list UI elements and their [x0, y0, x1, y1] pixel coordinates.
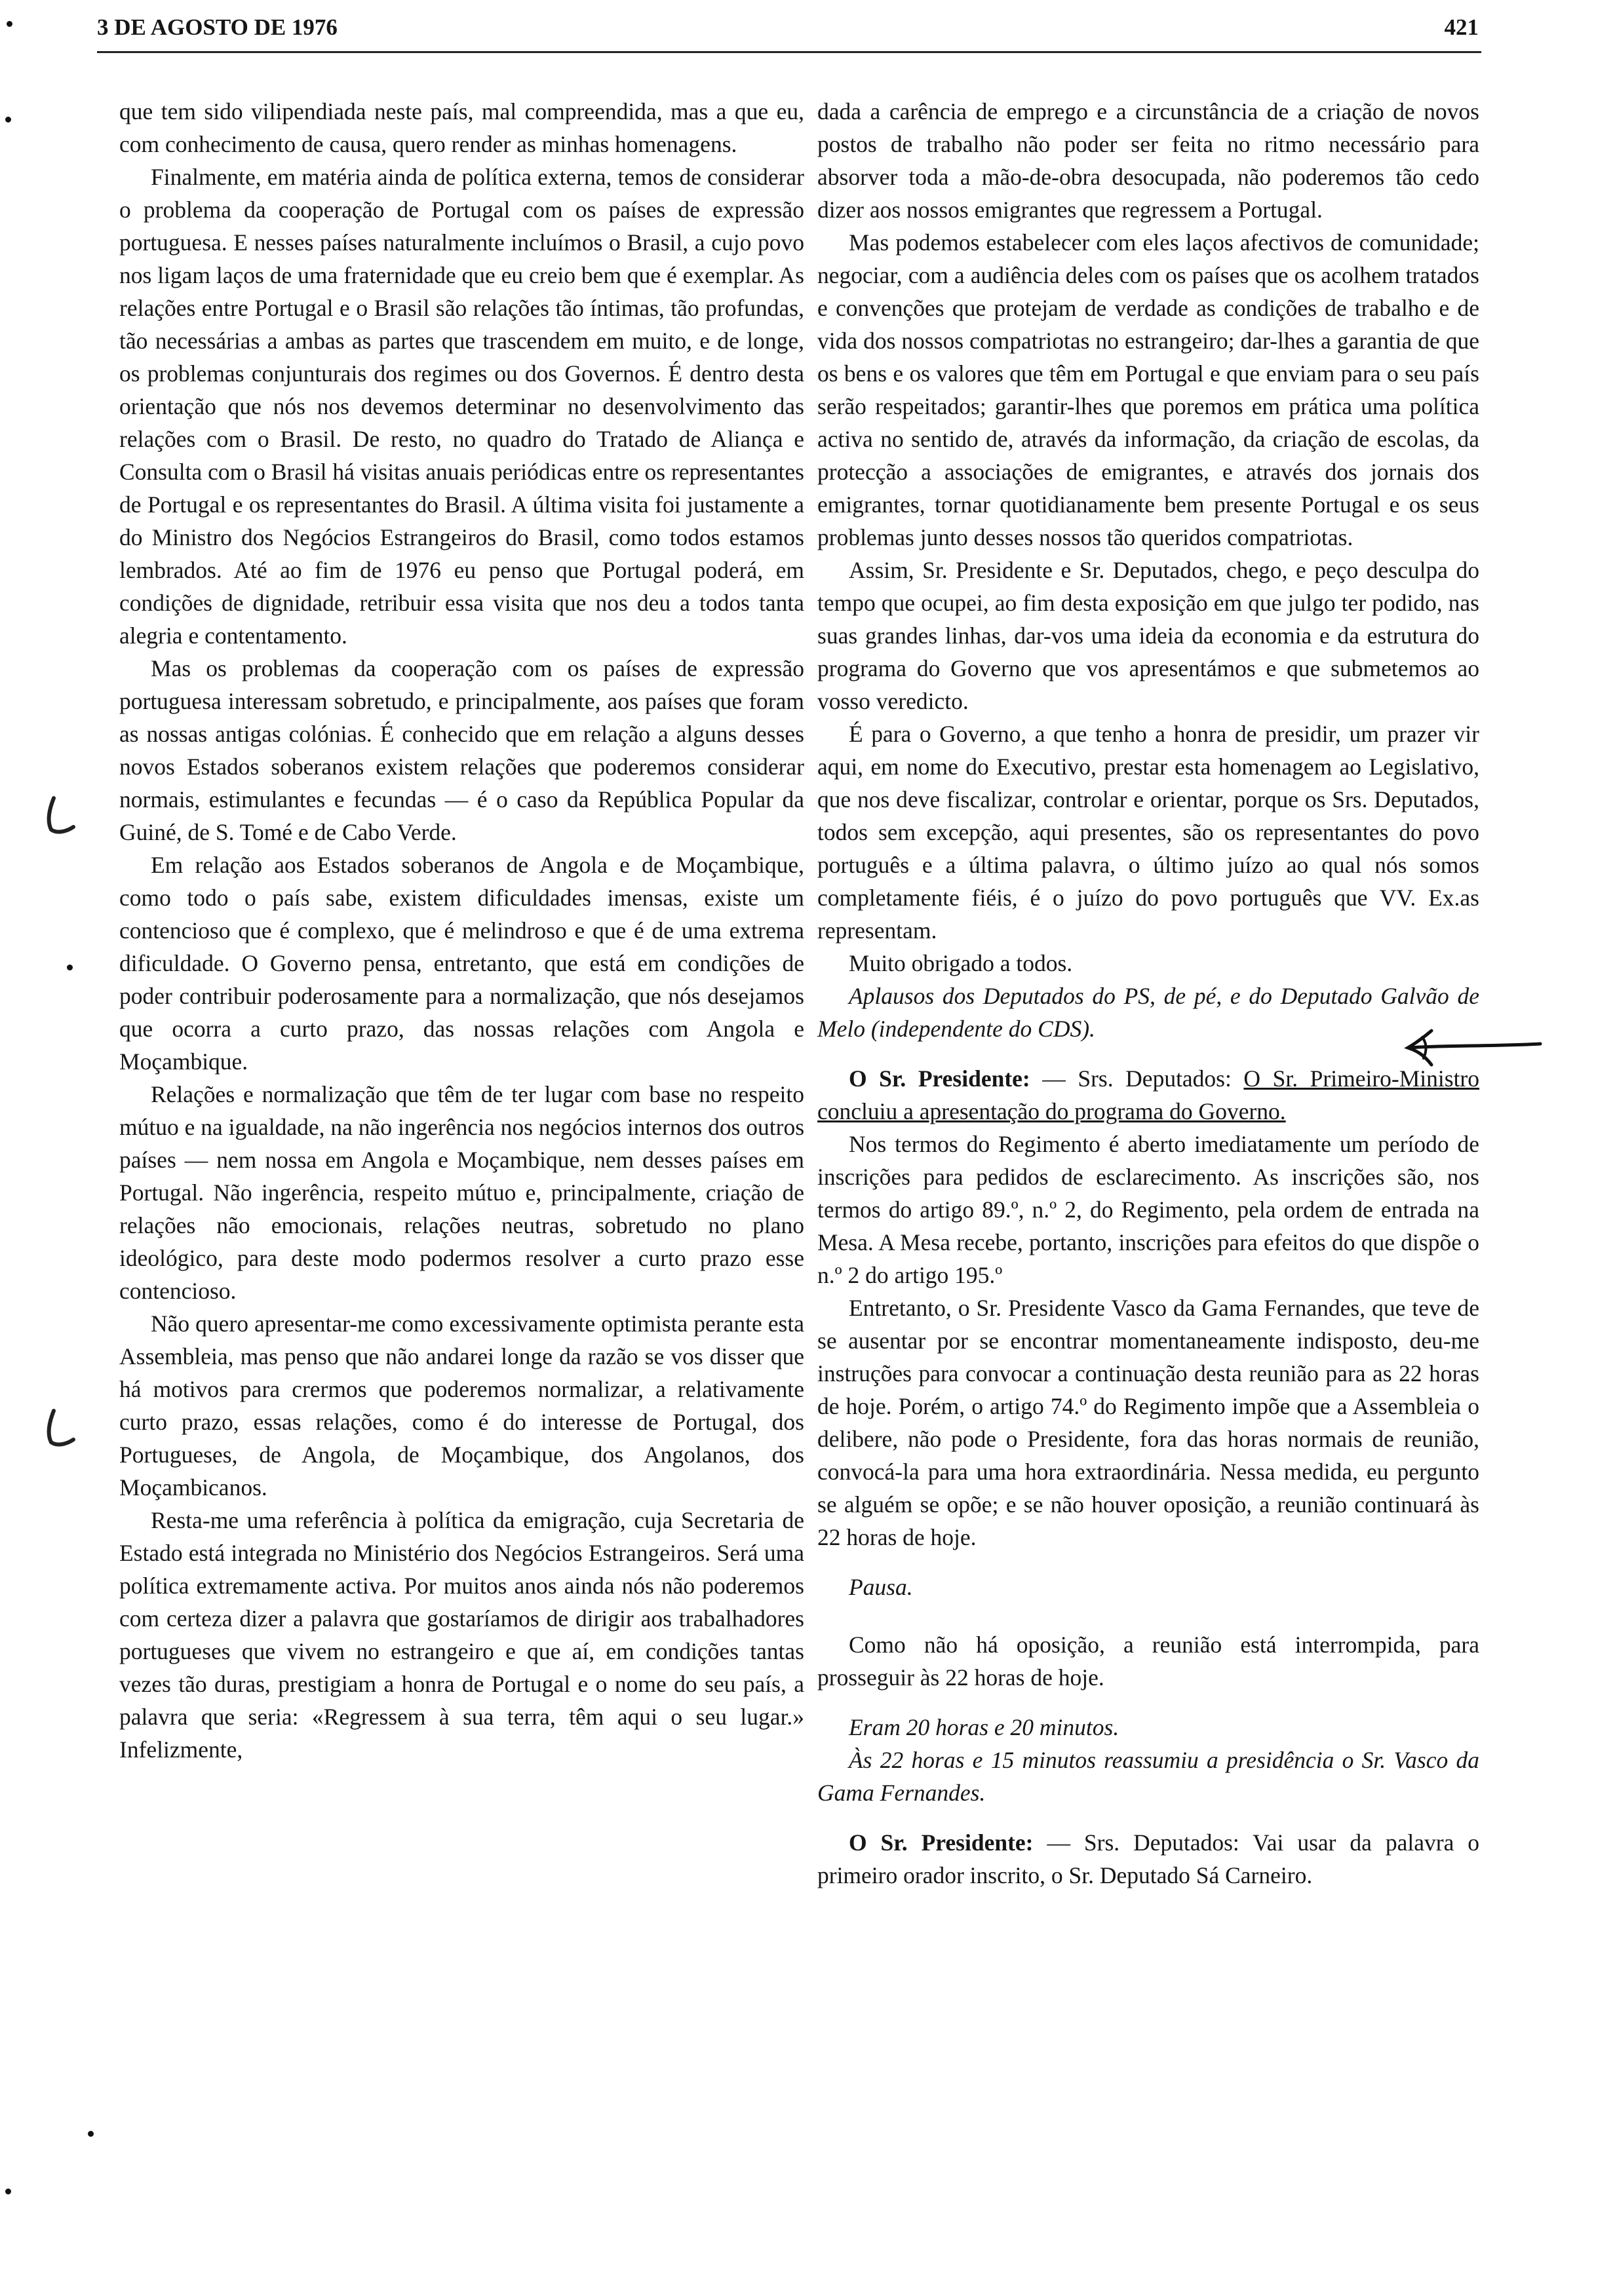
paragraph: Relações e normalização que têm de ter lugar com base no respeito mútuo e na igualdade, na não ingerência nos negócios internos dos outros países — nem nossa em Angola e Moçambique, nem desses países em Portugal. Não ingerência, respeito mútuo e, principalmente, criação de relações não emocionais, relações neutras, sobretudo no plano ideológico, para deste modo podermos resolver a curto prazo esse contencioso. — [119, 1081, 805, 1304]
margin-speck — [7, 21, 12, 27]
page-number: 421 — [1444, 14, 1479, 40]
paragraph: É para o Governo, a que tenho a honra de presidir, um prazer vir aqui, em nome do Executivo, prestar esta homenagem ao Legislativo, que nos deve fiscalizar, controlar e orientar, porque os Srs. Deputados, todos sem excepção, aqui presentes, são os representantes do povo português e a última palavra, o último juízo ao qual nós somos completamente fiéis, é o juízo do povo português que VV. Ex.as representam. — [817, 721, 1479, 944]
speaker-label: O Sr. Presidente: — [849, 1829, 1034, 1856]
speech-president — [817, 1062, 1479, 1128]
margin-speck — [5, 117, 11, 123]
arrow-mark-icon — [1403, 1025, 1547, 1071]
time-note: Eram 20 horas e 20 minutos. — [849, 1714, 1119, 1740]
margin-bracket-mark — [39, 1406, 79, 1451]
margin-speck — [67, 965, 73, 970]
paragraph: Assim, Sr. Presidente e Sr. Deputados, chego, e peço desculpa do tempo que ocupei, ao fim desta exposição em que julgo ter podido, nas suas grandes linhas, dar-vos uma ideia da economia e da estrutura do programa do Governo que vos apresentámos e que submetemos ao vosso veredicto. — [817, 557, 1479, 714]
page-header — [97, 14, 1479, 47]
left-column — [119, 95, 804, 1766]
speech-text: — Srs. Deputados: — [1042, 1065, 1244, 1092]
header-rule — [97, 51, 1481, 53]
header-date: 3 DE AGOSTO DE 1976 — [97, 14, 338, 40]
resume-note: Às 22 horas e 15 minutos reassumiu a presidência o Sr. Vasco da Gama Fernandes. — [817, 1747, 1479, 1806]
underlined-text: O Sr. Primeiro-Ministro concluiu a apresentação do programa do Governo. — [817, 1065, 1480, 1124]
paragraph: Mas os problemas da cooperação com os países de expressão portuguesa interessam sobretudo, e principalmente, aos países que foram as nossas antigas colónias. É conhecido que em relação a alguns desses novos Estados soberanos existem relações que poderemos considerar normais, estimulantes e fecundas — é o caso da República Popular da Guiné, de S. Tomé e de Cabo Verde. — [119, 655, 804, 845]
paragraph: Resta-me uma referência à política da emigração, cuja Secretaria de Estado está integrada no Ministério dos Negócios Estrangeiros. Será uma política extremamente activa. Por muitos anos ainda nós não poderemos com certeza dizer a palavra que gostaríamos de dirigir aos trabalhadores portugueses que vivem no estrangeiro e que aí, em condições tantas vezes tão duras, prestigiam a honra de Portugal e o nome do seu país, a palavra que seria: «Regressem à sua terra, têm aqui o seu lugar.» Infelizmente, — [119, 1507, 804, 1763]
margin-speck — [5, 2189, 11, 2194]
margin-speck — [88, 2131, 94, 2137]
paragraph: Mas podemos estabelecer com eles laços afectivos de comunidade; negociar, com a audiência deles com os países que os acolhem tratados e convenções que protejam de verdade as condições de trabalho e de vida dos nossos compatriotas no estrangeiro; dar-lhes a garantia de que os bens e os valores que têm em Portugal e que enviam para o seu país serão respeitados; garantir-lhes que poremos em prática uma política activa no sentido de, através da informação, da criação de escolas, da protecção a associações de emigrantes, e através dos jornais dos emigrantes, tornar quotidianamente bem presente Portugal e os seus problemas junto desses nossos tão queridos compatriotas. — [817, 229, 1479, 550]
applause-note: Aplausos dos Deputados do PS, de pé, e do Deputado Galvão de Melo (independente do CDS). — [817, 983, 1479, 1042]
paragraph: que tem sido vilipendiada neste país, mal compreendida, mas a que eu, com conhecimento de causa, quero render as minhas homenagens. — [119, 98, 804, 157]
paragraph: Nos termos do Regimento é aberto imediatamente um período de inscrições para pedidos de esclarecimento. As inscrições são, nos termos do artigo 89.º, n.º 2, do Regimento, pela ordem de entrada na Mesa. A Mesa recebe, portanto, inscrições para efeitos do que dispõe o n.º 2 do artigo 195.º — [817, 1131, 1479, 1288]
speech-president — [817, 1826, 1479, 1892]
paragraph: Não quero apresentar-me como excessivamente optimista perante esta Assembleia, mas penso que não andarei longe da razão se vos disser que há motivos para crermos que poderemos normalizar, a relativamente curto prazo, essas relações, como é do interesse de Portugal, dos Portugueses, de Angola, de Moçambique, dos Angolanos, dos Moçambicanos. — [119, 1311, 804, 1501]
right-column — [817, 95, 1479, 1892]
paragraph: Como não há oposição, a reunião está interrompida, para prosseguir às 22 horas de hoje. — [817, 1632, 1479, 1691]
paragraph: Entretanto, o Sr. Presidente Vasco da Gama Fernandes, que teve de se ausentar por se encontrar momentaneamente indisposto, deu-me instruções para convocar a continuação desta reunião para as 22 horas de hoje. Porém, o artigo 74.º do Regimento impõe que a Assembleia o delibere, não pode o Presidente, fora das horas normais de reunião, convocá-la para uma hora extraordinária. Nessa medida, eu pergunto se alguém se opõe; e se não houver oposição, a reunião continuará às 22 horas de hoje. — [817, 1295, 1479, 1550]
pause-note: Pausa. — [849, 1574, 913, 1600]
paragraph: dada a carência de emprego e a circunstância de a criação de novos postos de trabalho não poder ser feita no ritmo necessário para absorver toda a mão-de-obra desocupada, não poderemos tão cedo dizer aos nossos emigrantes que regressem a Portugal. — [817, 98, 1479, 223]
paragraph: Em relação aos Estados soberanos de Angola e de Moçambique, como todo o país sabe, existem dificuldades imensas, existe um contencioso que é complexo, que é melindroso e que é de uma extrema dificuldade. O Governo pensa, entretanto, que está em condições de poder contribuir poderosamente para a normalização, que nós desejamos que ocorra a curto prazo, das nossas relações com Angola e Moçambique. — [119, 852, 804, 1075]
margin-bracket-mark — [39, 793, 79, 839]
closing-line: Muito obrigado a todos. — [849, 950, 1073, 976]
paragraph: Finalmente, em matéria ainda de política externa, temos de considerar o problema da cooperação de Portugal com os países de expressão portuguesa. E nesses países naturalmente incluímos o Brasil, a cujo povo nos ligam laços de uma fraternidade que eu creio bem que é exemplar. As relações entre Portugal e o Brasil são relações tão íntimas, tão profundas, tão necessárias a ambas as partes que trascendem em muito, e de longe, os problemas conjunturais dos regimes ou dos Governos. É dentro desta orientação que nós nos devemos determinar no desenvolvimento das relações com o Brasil. De resto, no quadro do Tratado de Aliança e Consulta com o Brasil há visitas anuais periódicas entre os representantes de Portugal e os representantes do Brasil. A última visita foi justamente a do Ministro dos Negócios Estrangeiros do Brasil, como todos estamos lembrados. Até ao fim de 1976 eu penso que Portugal poderá, em condições de dignidade, retribuir essa visita que nos deu a todos tanta alegria e contentamento. — [119, 164, 804, 649]
speech-text: — Srs. Deputados: Vai usar da palavra o primeiro orador inscrito, o Sr. Deputado Sá Carneiro. — [817, 1829, 1480, 1888]
speaker-label: O Sr. Presidente: — [849, 1065, 1030, 1092]
